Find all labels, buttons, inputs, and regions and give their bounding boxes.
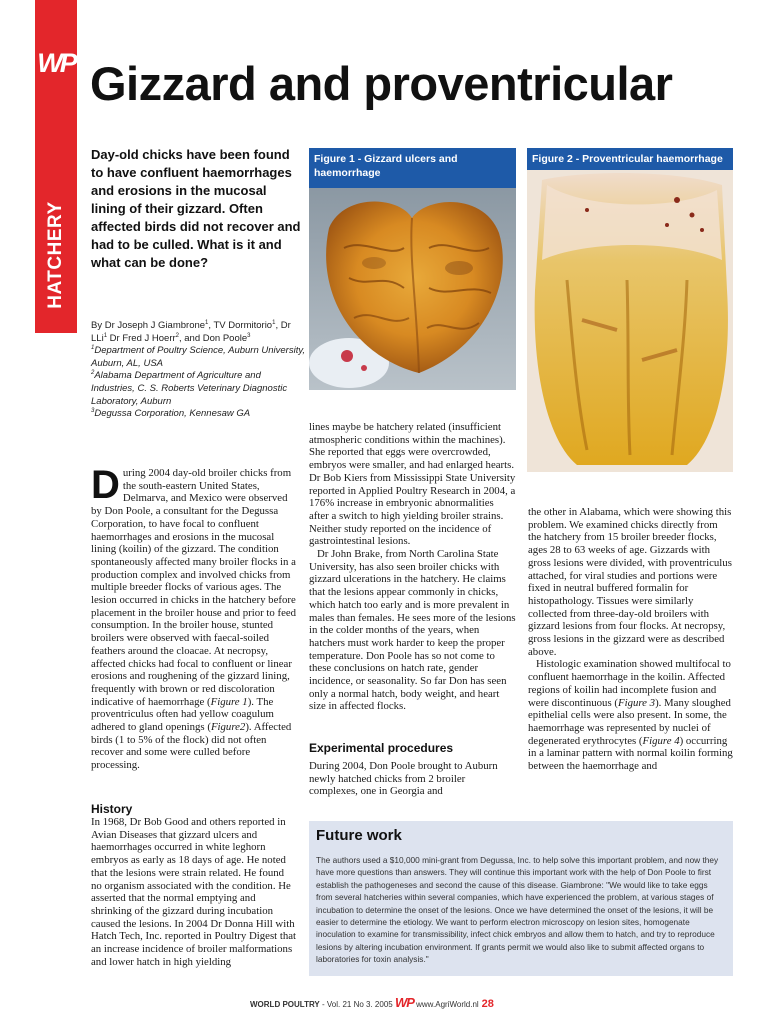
wp-logo: WP <box>37 48 75 78</box>
article-title: Gizzard and proventricular <box>90 57 673 110</box>
col3-paragraph-1: the other in Alabama, which were showing this problem. We examined chicks directly from the hatchery from 15 broiler breeder flocks, ages 28 to 63 weeks of age. Gizzards with gross lesions were divided, with proventriculus attached, for viral studies and portions were fixed in neutral buffered formalin for histopathology. Tissues were similarly collected from three-day-old broilers with gizzard lesions from four flocks. At necropsy, gross lesions in the gizzard were as described above. <box>528 506 732 658</box>
author-block <box>91 320 306 421</box>
publication-name: WORLD POULTRY <box>250 1000 320 1009</box>
affiliation-3: $^3$Degussa Corporation, Kennesaw GA <box>91 408 251 420</box>
experimental-heading: Experimental procedures <box>309 741 454 755</box>
byline: By Dr Joseph J Giambrone$^1$, TV Dormitorio$^1$, Dr LLi$^1$ Dr Fred J Hoerr$^2$, and Don Poole$^3$ <box>91 319 291 344</box>
figure-1-caption: Figure 1 - Gizzard ulcers and haemorrhage <box>309 148 516 188</box>
figure-1-ref: Figure 1 <box>210 695 248 708</box>
figure-4-ref: Figure 4 <box>642 734 680 747</box>
intro-paragraph: During 2004 day-old broiler chicks from the south-eastern United States, Delmarva, and Mexico were observed by Don Poole, a consultant for the Degussa Corporation, to have focal to confluent haemorrhages and erosions in the mucosal lining (koilin) of the gizzard. The condition spontaneously affected many broiler flocks in a production complex and involved chicks from multiple breeder flocks of various ages. The lesion occurred in chicks in the hatchery before placement in the broiler house and prior to feed consumption. In the broiler house, stunted broilers were observed with faecal-soiled feathers around the cloacae. At necropsy, affected chicks had focal to confluent or linear erosions and roughening of the gizzard lining, frequently with brown or red discoloration indicative of haemorrhage (Figure 1). The proventriculus often had yellow coagulum adhered to gland openings (Figure2). Affected birds (1 to 5% of the flock) did not often recover and some were culled before processing. <box>91 463 297 772</box>
standfirst: Day-old chicks have been found to have confluent haemorrhages and erosions in the mucosal lining of their gizzard. Often affected birds did not recover and had to be culled. What is it and what can be done? <box>91 147 301 270</box>
experimental-paragraph: During 2004, Don Poole brought to Auburn newly hatched chicks from 2 broiler complexes, one in Georgia and <box>309 760 498 798</box>
gizzard-photo <box>309 188 516 390</box>
future-work-heading: Future work <box>316 827 402 844</box>
section-tag <box>35 180 77 330</box>
body-column-1-history <box>91 816 297 968</box>
body-column-2-experimental <box>309 760 516 798</box>
issue-info: - Vol. 21 No 3. 2005 <box>319 1000 393 1009</box>
section-label: HATCHERY <box>45 201 66 309</box>
body-column-2 <box>309 421 516 713</box>
body-column-3 <box>528 506 733 773</box>
proventriculus-photo <box>527 170 733 472</box>
body-column-1 <box>91 463 297 772</box>
footer-url[interactable]: www.AgriWorld.nl <box>413 1000 479 1009</box>
figure-2-ref: Figure2 <box>210 721 246 734</box>
drop-cap: D <box>91 463 120 507</box>
col2-paragraph-1: lines maybe be hatchery related (insufficient atmospheric conditions within the machines). She reported that eggs were overcrowded, embryos were smaller, and had enlarged hearts. Dr Bob Kiers from Mississippi State University reported in Applied Poultry Research in 2004, a 176% increase in embryonic abnormalities after a switch to high yielding broiler strains. Neither study reported on the incidence of gastrointestinal lesions. <box>309 421 516 548</box>
page-footer <box>250 995 550 1010</box>
history-paragraph: In 1968, Dr Bob Good and others reported in Avian Diseases that gizzard ulcers and haemorrhages occurred in white leghorn embryos as early as 18 days of age. He noted that the lesions were strain related. He found no organism associated with the condition. He asserted that the normal emptying and shrinking of the gizzard during incubation caused the lesions. In 2004 Dr Donna Hill with Hatch Tech, Inc. reported in Poultry Digest that an increase incidence of broiler malformations and lower hatch in high yielding <box>91 816 297 968</box>
affiliation-2: $^2$Alabama Department of Agriculture and Industries, C. S. Roberts Veterinary Diagnostic Laboratory, Auburn <box>91 370 288 407</box>
col3-paragraph-2: Histologic examination showed multifocal to confluent haemorrhage in the koilin. Affected regions of koilin had incomplete fusion and were discontinuous (Figure 3). Many sloughed epithelial cells were also present. In some, the haemorrhage was represented by nuclei of degenerated erythrocytes (Figure 4) occurring in a laminar pattern with normal koilin forming between the haemorrhage and <box>528 658 733 773</box>
page-number: 28 <box>481 998 494 1010</box>
affiliation-1: $^1$Department of Poultry Science, Auburn University, Auburn, AL, USA <box>91 345 306 369</box>
figure-2-image <box>527 170 733 472</box>
history-heading: History <box>91 802 133 816</box>
figure-1-image <box>309 188 516 390</box>
future-work-text: The authors used a $10,000 mini-grant from Degussa, Inc. to help solve this important problem, and now they have more questions than answers. They will continue this important work with the help of Don Poole to first establish the pathogeneses and second the cause of this disease. Giambrone: "We would like to take eggs from several hatcheries within several companies, which have experienced the problem, at various stages of incubation to determine the onset of the lesions. Once we have determined the onset of the lesions, it will be easier to determine the etiology. We want to perform electron microscopy on lesion sites, homogenate inoculation to examine for transmissibility, infect chick embryos and allow them to hatch, and try to reproduce lesions by altering incubation environment. If grants permit we would also like to submit affected organs to laboratories for toxin analysis." <box>316 855 719 965</box>
figure-3-ref: Figure 3 <box>617 696 656 709</box>
col2-paragraph-2: Dr John Brake, from North Carolina State University, has also seen broiler chicks with gizzard ulcerations in the hatchery. He claims that the lesions appear commonly in chicks, which hatch too early and is more prevalent in males than females. He sees more of the lesions in the colder months of the years, when hatchers must work harder to keep the proper temperature. Don Poole has so not come to these conclusions on hatch rate, gender incidence, or seasonality. So far Don has seen only a normal hatch, body weight, and heart size in affected flocks. <box>309 548 516 713</box>
figure-2-caption: Figure 2 - Proventricular haemorrhage <box>527 148 733 170</box>
footer-wp-logo: WP <box>394 995 414 1010</box>
